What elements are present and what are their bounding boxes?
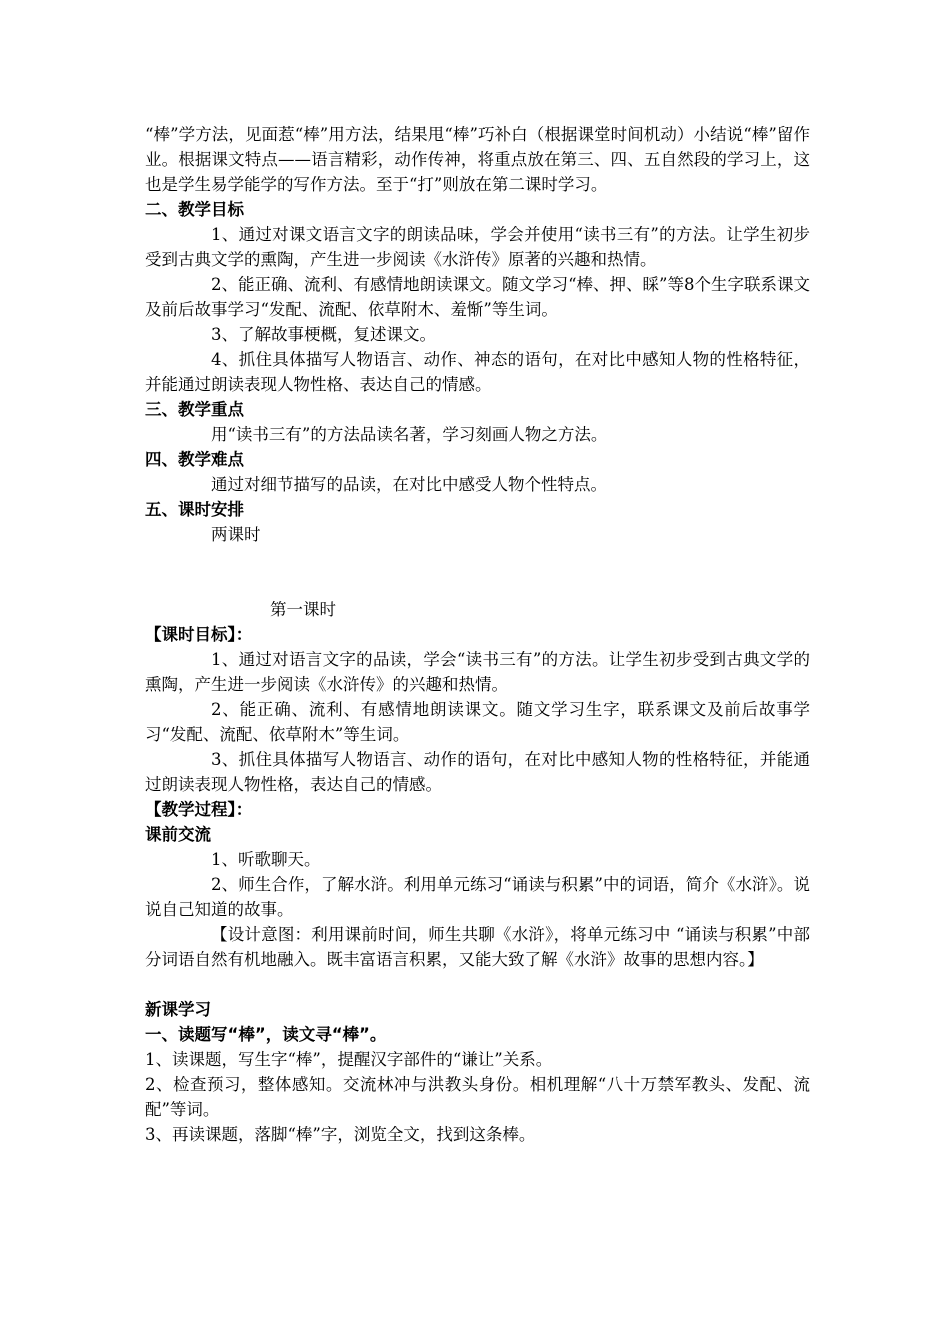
section-one-heading: 一、读题写“棒”，读文寻“棒”。 — [145, 1025, 387, 1044]
process-heading: 【教学过程】： — [145, 800, 253, 819]
focus-text: 用“读书三有”的方法品读名著，学习刻画人物之方法。 — [211, 425, 608, 444]
document-page — [145, 122, 810, 1147]
lesson-goal-item-2: 2、能正确、流利、有感情地朗读课文。随文学习生字，联系课文及前后故事学习“发配、流配、依草附木”等生词。 — [145, 700, 810, 744]
focus-heading: 三、教学重点 — [145, 400, 244, 419]
schedule-heading: 五、课时安排 — [145, 500, 244, 519]
goal-item-4: 4、抓住具体描写人物语言、动作、神态的语句，在对比中感知人物的性格特征，并能通过朗读表现人物性格、表达自己的情感。 — [145, 350, 810, 394]
new-lesson-item-2: 2、检查预习，整体感知。交流林冲与洪教头身份。相机理解“八十万禁军教头、发配、流配”等词。 — [145, 1075, 810, 1119]
pre-class-item-1: 1、听歌聊天。 — [211, 850, 321, 869]
spacer — [145, 547, 810, 597]
goal-item-1: 1、通过对课文语言文字的朗读品味，学会并使用“读书三有”的方法。让学生初步受到古典文学的熏陶，产生进一步阅读《水浒传》原著的兴趣和热情。 — [145, 225, 810, 269]
difficulty-text: 通过对细节描写的品读，在对比中感受人物个性特点。 — [211, 475, 607, 494]
lesson-goal-item-3: 3、抓住具体描写人物语言、动作的语句，在对比中感知人物的性格特征，并能通过朗读表现人物性格，表达自己的情感。 — [145, 750, 810, 794]
intro-paragraph: “棒”学方法，见面惹“棒”用方法，结果甩“棒”巧补白（根据课堂时间机动）小结说“棒”留作业。根据课文特点——语言精彩，动作传神，将重点放在第三、四、五自然段的学习上，这也是学生易学能学的写作方法。至于“打”则放在第二课时学习。 — [145, 125, 810, 194]
pre-class-item-2: 2、师生合作，了解水浒。利用单元练习“诵读与积累”中的词语，简介《水浒》。说说自己知道的故事。 — [145, 875, 810, 919]
schedule-text: 两课时 — [211, 525, 261, 544]
spacer — [145, 972, 810, 997]
lesson-title: 第一课时 — [270, 600, 336, 619]
goal-item-3: 3、了解故事梗概，复述课文。 — [211, 325, 436, 344]
difficulty-heading: 四、教学难点 — [145, 450, 244, 469]
new-lesson-item-1: 1、读课题，写生字“棒”，提醒汉字部件的“谦让”关系。 — [145, 1050, 553, 1069]
goal-item-2: 2、能正确、流利、有感情地朗读课文。随文学习“棒、押、睬”等8个生字联系课文及前后故事学习“发配、流配、依草附木、羞惭”等生词。 — [145, 275, 810, 319]
new-lesson-heading: 新课学习 — [145, 1000, 211, 1019]
design-intent: 【设计意图：利用课前时间，师生共聊《水浒》，将单元练习中 “诵读与积累”中部分词语自然有机地融入。既丰富语言积累，又能大致了解《水浒》故事的思想内容。】 — [145, 925, 810, 969]
new-lesson-item-3: 3、再读课题，落脚“棒”字，浏览全文，找到这条棒。 — [145, 1125, 536, 1144]
goals-heading: 二、教学目标 — [145, 200, 244, 219]
lesson-goal-item-1: 1、通过对语言文字的品读，学会“读书三有”的方法。让学生初步受到古典文学的熏陶，产生进一步阅读《水浒传》的兴趣和热情。 — [145, 650, 810, 694]
pre-class-heading: 课前交流 — [145, 825, 211, 844]
lesson-goals-heading: 【课时目标】： — [145, 625, 253, 644]
